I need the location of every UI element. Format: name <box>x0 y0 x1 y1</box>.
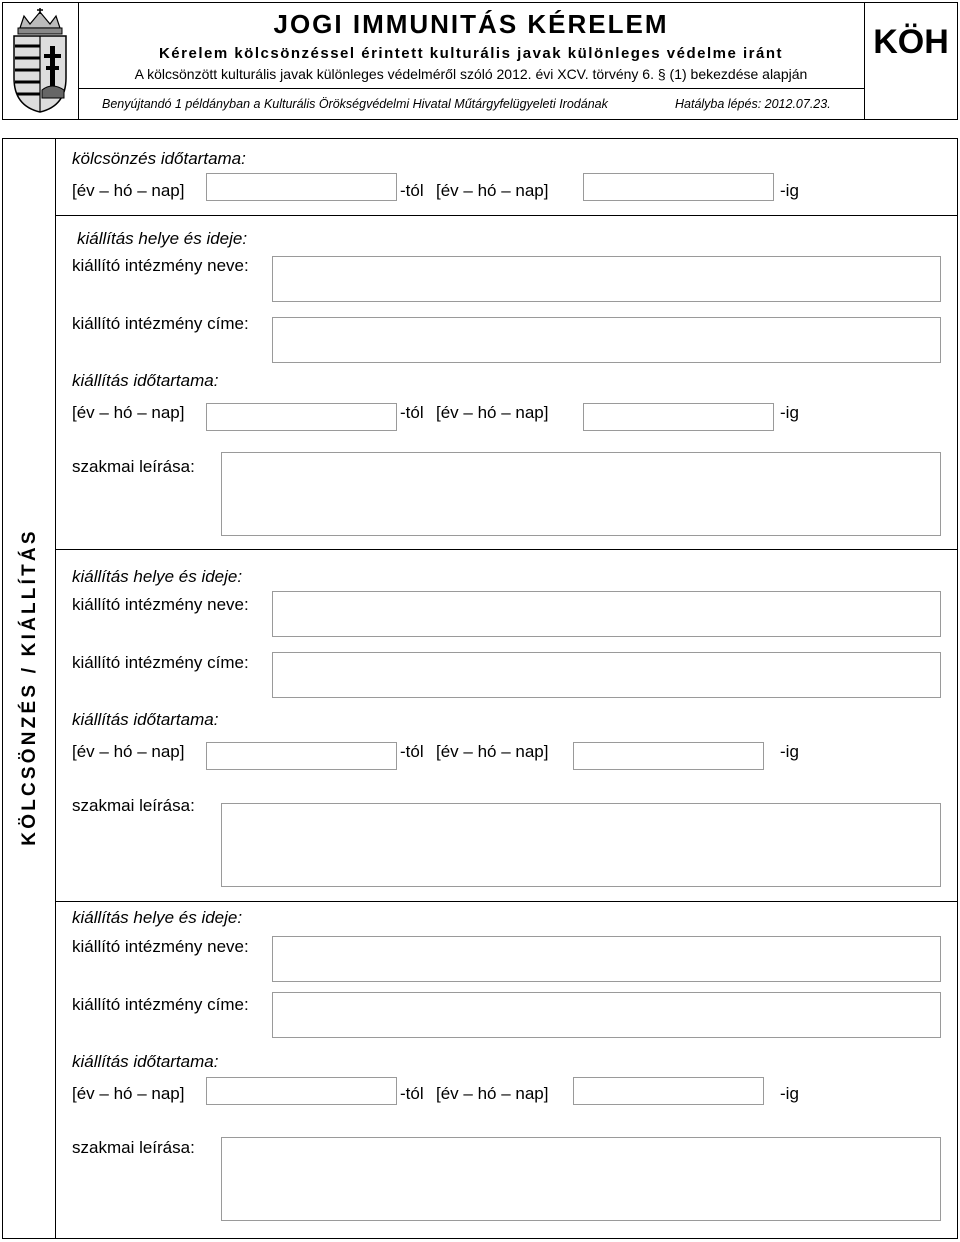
section-divider <box>55 215 958 216</box>
exhibition-from-date-input[interactable] <box>206 403 397 431</box>
loan-duration-heading: kölcsönzés időtartama: <box>72 149 246 168</box>
exhibition-from-date-label: [év – hó – nap] <box>72 1084 185 1103</box>
description-label: szakmai leírása: <box>72 457 195 476</box>
coat-of-arms-logo <box>6 6 74 116</box>
exhibition-to-date-label: [év – hó – nap] <box>436 742 549 761</box>
loan-from-date-label: [év – hó – nap] <box>72 181 185 200</box>
exhibition-from-suffix: -tól <box>400 1084 424 1103</box>
loan-from-date-input[interactable] <box>206 173 397 201</box>
institution-name-input[interactable] <box>272 256 941 302</box>
exhibition-to-date-label: [év – hó – nap] <box>436 403 549 422</box>
description-label: szakmai leírása: <box>72 1138 195 1157</box>
exhibition-duration-heading: kiállítás időtartama: <box>72 710 219 729</box>
institution-name-label: kiállító intézmény neve: <box>72 256 249 275</box>
effective-date: Hatályba lépés: 2012.07.23. <box>675 97 831 111</box>
loan-to-suffix: -ig <box>780 181 799 200</box>
section-side-label: KÖLCSÖNZÉS / KIÁLLÍTÁS <box>19 528 40 846</box>
description-input[interactable] <box>221 1137 941 1221</box>
exhibition-to-suffix: -ig <box>780 742 799 761</box>
description-input[interactable] <box>221 803 941 887</box>
institution-address-input[interactable] <box>272 317 941 363</box>
exhibition-from-date-input[interactable] <box>206 742 397 770</box>
institution-address-input[interactable] <box>272 652 941 698</box>
exhibition-heading: kiállítás helye és ideje: <box>72 908 243 927</box>
legal-basis: A kölcsönzött kulturális javak különleges védelméről szóló 2012. évi XCV. törvény 6. § (1) bekezdése alapján <box>134 66 808 82</box>
institution-address-label: kiállító intézmény címe: <box>72 653 249 672</box>
section-divider <box>55 901 958 902</box>
section-divider <box>55 549 958 550</box>
agency-abbreviation: KÖH <box>873 23 949 61</box>
exhibition-to-date-input[interactable] <box>573 1077 764 1105</box>
exhibition-duration-heading: kiállítás időtartama: <box>72 1052 219 1071</box>
exhibition-from-date-label: [év – hó – nap] <box>72 742 185 761</box>
exhibition-heading: kiállítás helye és ideje: <box>77 229 248 248</box>
exhibition-to-suffix: -ig <box>780 1084 799 1103</box>
exhibition-to-suffix: -ig <box>780 403 799 422</box>
exhibition-duration-heading: kiállítás időtartama: <box>72 371 219 390</box>
exhibition-heading: kiállítás helye és ideje: <box>72 567 243 586</box>
form-subtitle: Kérelem kölcsönzéssel érintett kulturális javak különleges védelme iránt <box>158 45 784 62</box>
submission-note: Benyújtandó 1 példányban a Kulturális Örökségvédelmi Hivatal Műtárgyfelügyeleti Irodának <box>102 97 608 111</box>
exhibition-from-date-label: [év – hó – nap] <box>72 403 185 422</box>
exhibition-to-date-input[interactable] <box>573 742 764 770</box>
institution-address-label: kiállító intézmény címe: <box>72 314 249 333</box>
loan-to-date-label: [év – hó – nap] <box>436 181 549 200</box>
institution-address-label: kiállító intézmény címe: <box>72 995 249 1014</box>
exhibition-from-date-input[interactable] <box>206 1077 397 1105</box>
institution-address-input[interactable] <box>272 992 941 1038</box>
loan-to-date-input[interactable] <box>583 173 774 201</box>
description-input[interactable] <box>221 452 941 536</box>
form-title: JOGI IMMUNITÁS KÉRELEM <box>273 9 669 39</box>
exhibition-to-date-label: [év – hó – nap] <box>436 1084 549 1103</box>
institution-name-input[interactable] <box>272 936 941 982</box>
exhibition-from-suffix: -tól <box>400 742 424 761</box>
institution-name-label: kiállító intézmény neve: <box>72 595 249 614</box>
institution-name-label: kiállító intézmény neve: <box>72 937 249 956</box>
exhibition-to-date-input[interactable] <box>583 403 774 431</box>
institution-name-input[interactable] <box>272 591 941 637</box>
description-label: szakmai leírása: <box>72 796 195 815</box>
exhibition-from-suffix: -tól <box>400 403 424 422</box>
loan-from-suffix: -tól <box>400 181 424 200</box>
